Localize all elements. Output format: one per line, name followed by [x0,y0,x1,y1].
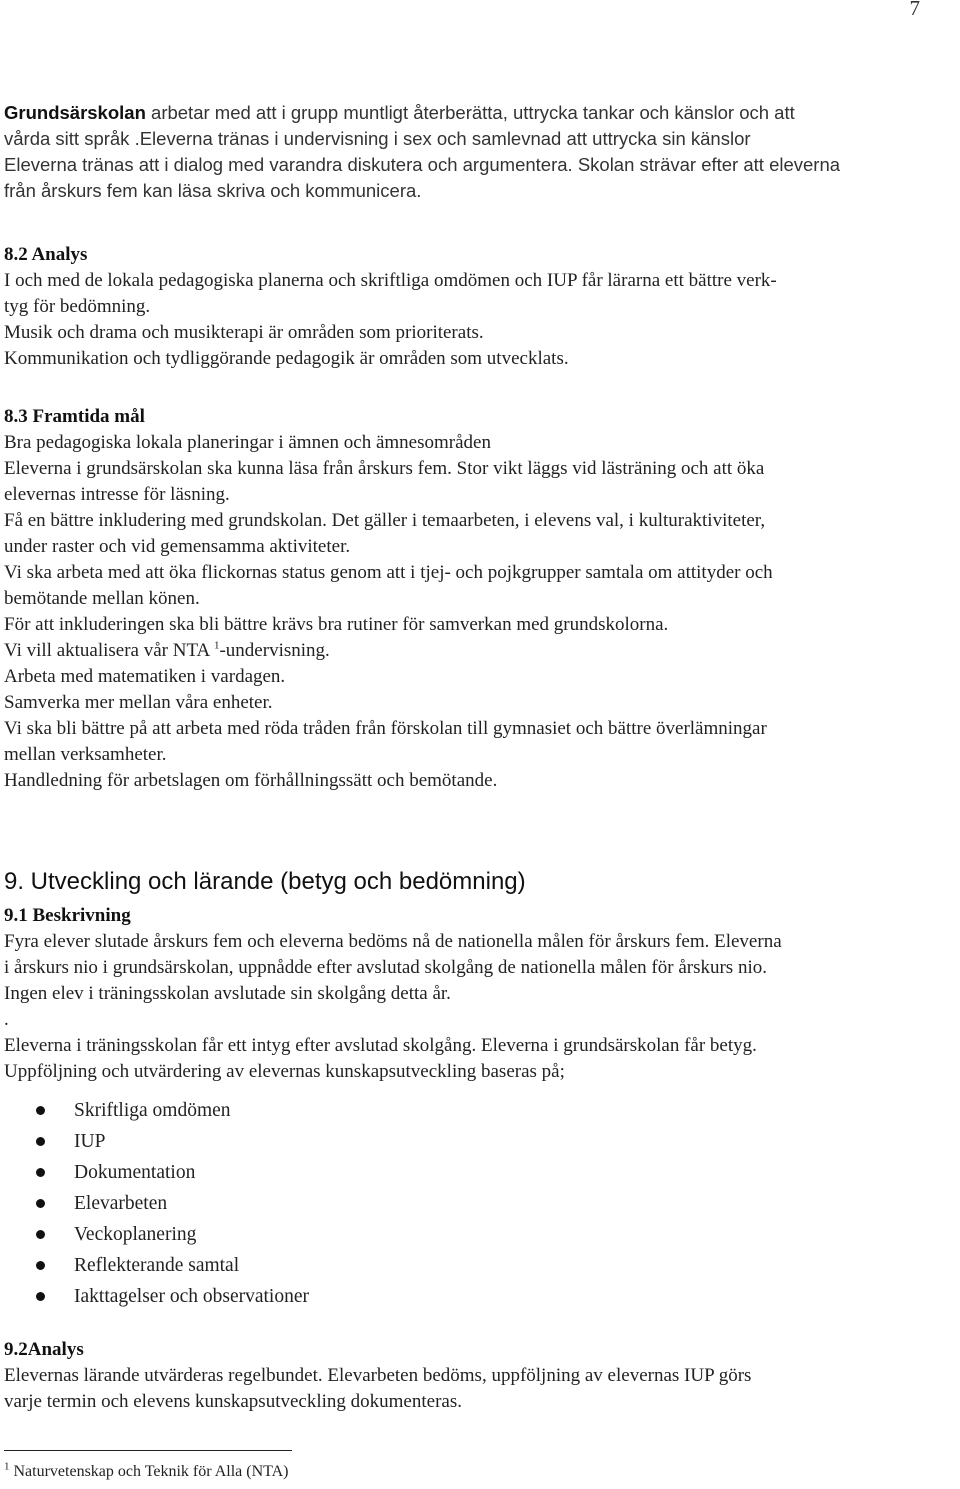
assessment-basis-list [0,1095,600,1312]
intro-lead: Grundsärskolan [4,102,146,123]
section-8-3-line: Eleverna i grundsärskolan ska kunna läsa från årskurs fem. Stor vikt läggs vid lästräning och att öka [4,458,765,479]
section-8-3-heading: 8.3 Framtida mål [4,406,145,427]
intro-paragraph [4,100,956,204]
section-8-3-line: Handledning för arbetslagen om förhållningssätt och bemötande. [4,770,498,791]
section-9-2-line: varje termin och elevens kunskapsutveckling dokumenteras. [4,1391,462,1412]
section-9-2-line: Elevernas lärande utvärderas regelbundet. Elevarbeten bedöms, uppföljning av elevernas IUP görs [4,1365,752,1386]
section-8-2-line: Musik och drama och musikterapi är områden som prioriterats. [4,322,484,343]
section-8-3-line: Samverka mer mellan våra enheter. [4,692,273,713]
list-item-label: Elevarbeten [74,1193,168,1214]
list-item-label: Iakttagelser och observationer [74,1286,309,1307]
section-8-2-line: tyg för bedömning. [4,296,151,317]
section-8-2-line: I och med de lokala pedagogiska planerna och skriftliga omdömen och IUP får lärarna ett bättre verk- [4,270,777,291]
section-9-1-line: Uppföljning och utvärdering av elevernas kunskapsutveckling baseras på; [4,1061,565,1082]
intro-line-1 [4,100,956,126]
list-item [0,1095,600,1126]
nta-text: Vi vill aktualisera vår NTA [4,640,214,661]
section-9-1-line: i årskurs nio i grundsärskolan, uppnådde efter avslutad skolgång de nationella målen för årskurs nio. [4,957,767,978]
section-9-1-line: . [4,1009,9,1030]
section-8-2-heading: 8.2 Analys [4,244,88,265]
intro-line-1-rest: arbetar med att i grupp muntligt återberätta, uttrycka tankar och känslor och att [145,102,795,123]
bullet-icon [36,1261,45,1270]
list-item [0,1250,600,1281]
section-8-3-line: Vi ska arbeta med att öka flickornas status genom att i tjej- och pojkgrupper samtala om attityder och [4,562,773,583]
list-item-label: IUP [74,1131,106,1152]
section-9-1-line: Eleverna i träningsskolan får ett intyg efter avslutad skolgång. Eleverna i grundsärskolan får betyg. [4,1035,757,1056]
bullet-icon [36,1137,45,1146]
section-8-3-line: mellan verksamheter. [4,744,167,765]
section-9-1-line: Fyra elever slutade årskurs fem och eleverna bedöms nå de nationella målen för årskurs fem. Eleverna [4,931,782,952]
section-9-1-line: Ingen elev i träningsskolan avslutade sin skolgång detta år. [4,983,451,1004]
section-8-3-line: under raster och vid gemensamma aktiviteter. [4,536,351,557]
section-9-2 [4,1337,956,1415]
nta-text-after: -undervisning. [219,640,330,661]
intro-line-3: Eleverna tränas att i dialog med varandra diskutera och argumentera. Skolan strävar efter att eleverna [4,154,841,175]
list-item-label: Skriftliga omdömen [74,1100,231,1121]
section-8-3-line: bemötande mellan könen. [4,588,200,609]
section-8-2 [4,242,956,372]
intro-line-2: vårda sitt språk .Eleverna tränas i undervisning i sex och samlevnad att uttrycka sin känslor [4,128,751,149]
section-8-3 [4,404,956,794]
list-item [0,1126,600,1157]
footnote-divider [4,1450,292,1451]
section-8-3-line: Bra pedagogiska lokala planeringar i ämnen och ämnesområden [4,432,491,453]
footnote-reference[interactable]: 1 [213,639,220,652]
section-9-2-heading: 9.2Analys [4,1339,84,1360]
section-8-3-line: elevernas intresse för läsning. [4,484,230,505]
section-9-1 [4,903,956,1085]
section-8-3-line: För att inkluderingen ska bli bättre krävs bra rutiner för samverkan med grundskolorna. [4,614,669,635]
list-item [0,1281,600,1312]
list-item-label: Veckoplanering [74,1224,197,1245]
section-8-3-line: Arbeta med matematiken i vardagen. [4,666,286,687]
bullet-icon [36,1230,45,1239]
intro-line-4: från årskurs fem kan läsa skriva och kommunicera. [4,180,422,201]
section-8-3-line: Vi ska bli bättre på att arbeta med röda tråden från förskolan till gymnasiet och bättre överlämningar [4,718,767,739]
section-8-3-line: Få en bättre inkludering med grundskolan. Det gäller i temaarbeten, i elevens val, i kulturaktiviteter, [4,510,766,531]
bullet-icon [36,1168,45,1177]
list-item [0,1219,600,1250]
list-item [0,1188,600,1219]
footnote-text: Naturvetenskap och Teknik för Alla (NTA) [9,1463,289,1480]
page-number: 7 [909,0,920,20]
list-item-label: Reflekterande samtal [74,1255,240,1276]
chapter-9-heading: 9. Utveckling och lärande (betyg och bedömning) [4,868,526,895]
section-8-2-line: Kommunikation och tydliggörande pedagogik är områden som utvecklats. [4,348,569,369]
footnote [4,1460,289,1481]
list-item [0,1157,600,1188]
list-item-label: Dokumentation [74,1162,196,1183]
bullet-icon [36,1106,45,1115]
nta-line [4,638,956,664]
bullet-icon [36,1199,45,1208]
bullet-icon [36,1292,45,1301]
footnote-marker: 1 [4,1460,10,1473]
section-9-1-heading: 9.1 Beskrivning [4,905,131,926]
